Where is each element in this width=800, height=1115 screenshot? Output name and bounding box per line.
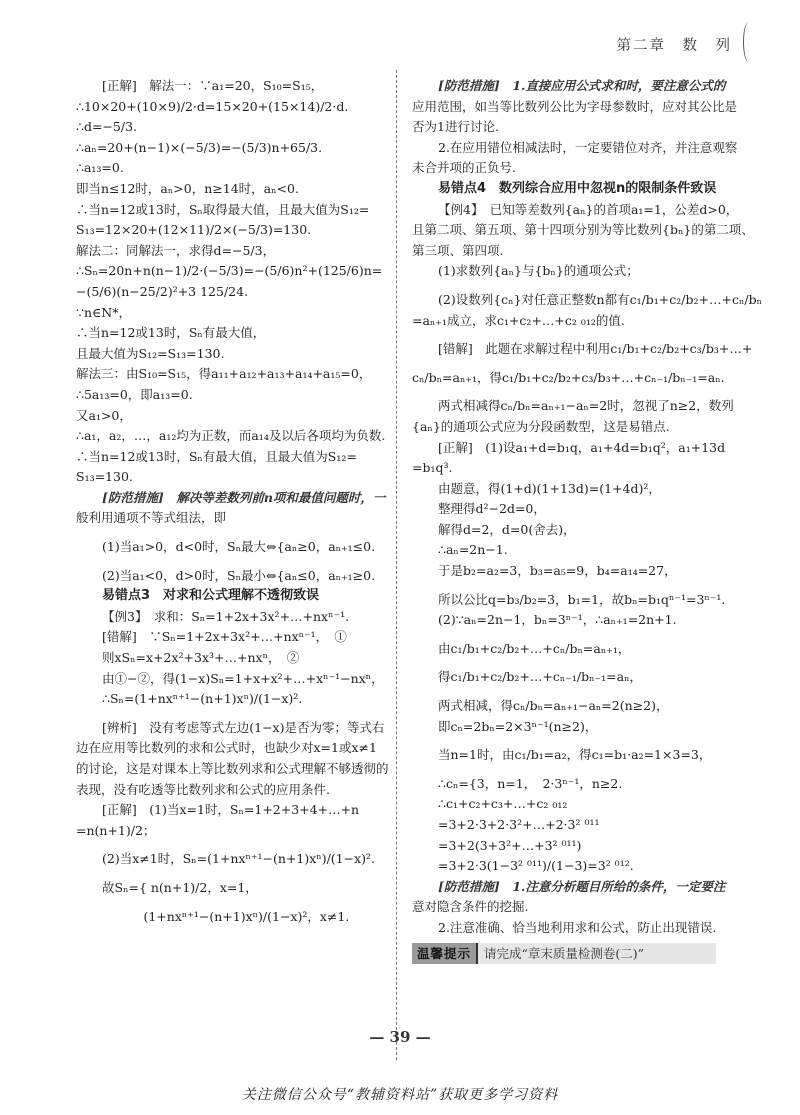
- text-line: ∵n∈N*，: [76, 304, 131, 320]
- text-line: =3+2·3(1−3² ⁰¹¹)/(1−3)=3² ⁰¹².: [438, 858, 634, 874]
- text-line: 即cₙ=2bₙ=2×3ⁿ⁻¹(n≥2)，: [438, 718, 598, 734]
- text-line: ∴d=−5/3.: [76, 119, 137, 135]
- text-line: =3+2(3+3²+…+3² ⁰¹¹): [438, 837, 582, 853]
- wrong-solution: [错解] 此题在求解过程中利用c₁/b₁+c₂/b₂+c₃/b₃+…+: [438, 341, 753, 357]
- chapter-bracket-decoration: [743, 22, 754, 62]
- text-line: ∴Sₙ=20n+n(n−1)/2·(−5/3)=−(5/6)n²+(125/6)n=: [76, 263, 383, 279]
- text-line: (2)设数列{cₙ}对任意正整数n都有c₁/b₁+c₂/b₂+…+cₙ/bₙ: [438, 291, 762, 307]
- text-line: 边在应用等比数列的求和公式时，也缺少对x=1或x≠1: [76, 740, 377, 756]
- text-line: =n(n+1)/2；: [76, 822, 156, 838]
- text-line: 解法二：同解法一，求得d=−5/3，: [76, 242, 276, 258]
- text-line: (1+nxⁿ⁺¹−(n+1)xⁿ)/(1−x)²，x≠1.: [102, 908, 350, 924]
- text-line: 由c₁/b₁+c₂/b₂+…+cₙ/bₙ=aₙ₊₁，: [438, 640, 631, 656]
- text-line: ∴cₙ={3，n=1， 2·3ⁿ⁻¹，n≥2.: [438, 775, 623, 791]
- text-line: =b₁q³.: [412, 460, 453, 476]
- text-line: 于是b₂=a₂=3，b₃=a₅=9，b₄=a₁₄=27，: [438, 563, 677, 579]
- text-line: {aₙ}的通项公式应为分段函数型，这是易错点.: [412, 418, 670, 434]
- text-line: 否为1进行讨论.: [412, 119, 499, 135]
- section-heading-error-3: 易错点3 对求和公式理解不透彻致误: [102, 588, 320, 604]
- text-line: 第三项、第四项.: [412, 242, 504, 258]
- text-line: =3+2·3+2·3²+…+2·3² ⁰¹¹: [438, 817, 600, 832]
- text-line: =aₙ₊₁成立，求c₁+c₂+…+c₂ ₀₁₂的值.: [412, 312, 625, 328]
- text-line: S₁₃=130.: [76, 469, 133, 485]
- text-line: ∴10×20+(10×9)/2·d=15×20+(15×14)/2·d.: [76, 98, 349, 114]
- text-line: [错解] ∵Sₙ=1+2x+3x²+…+nxⁿ⁻¹， ①: [102, 629, 347, 645]
- text-line: ∴aₙ=20+(n−1)×(−5/3)=−(5/3)n+65/3.: [76, 139, 323, 155]
- text-line: 应用范围，如当等比数列公比为字母参数时，应对其公比是: [412, 98, 738, 114]
- example-4: 【例4】 已知等差数列{aₙ}的首项a₁=1，公差d>0，: [438, 201, 739, 217]
- text-line: S₁₃=12×20+(12×11)/2×(−5/3)=130.: [76, 222, 312, 238]
- section-heading-error-4: 易错点4 数列综合应用中忽视n的限制条件致误: [438, 180, 717, 196]
- text-line: 故Sₙ={ n(n+1)/2，x=1，: [102, 879, 258, 895]
- text-line: ∴当n=12或13时，Sₙ取得最大值，且最大值为S₁₂=: [76, 201, 370, 217]
- prevention-measures: [防范措施] 1.直接应用公式求和时，要注意公式的: [438, 78, 726, 93]
- text-line: ∴Sₙ=(1+nxⁿ⁺¹−(n+1)xⁿ)/(1−x)².: [102, 691, 303, 707]
- text-line: 2.在应用错位相减法时，一定要错位对齐，并注意观察: [438, 139, 738, 155]
- correct-solution: [正解] (1)当x=1时，Sₙ=1+2+3+4+…+n: [102, 802, 360, 818]
- text-line: 且最大值为S₁₂=S₁₃=130.: [76, 345, 225, 361]
- prevention-measures: [防范措施] 1.注意分析题目所给的条件，一定要注: [438, 878, 726, 894]
- text-line: 整理得d²−2d=0，: [438, 501, 546, 517]
- text-line: ∴c₁+c₂+c₃+…+c₂ ₀₁₂: [438, 796, 568, 812]
- right-column: [412, 76, 762, 964]
- text-line: [正解] 解法一：∵a₁=20，S₁₀=S₁₅，: [102, 78, 324, 93]
- text-line: ∴a₁₃=0.: [76, 160, 124, 176]
- text-line: 由题意，得(1+d)(1+13d)=(1+4d)²，: [438, 480, 661, 496]
- footer-note: 关注微信公众号“教辅资料站”获取更多学习资料: [241, 1087, 559, 1103]
- text-line: ∴当n=12或13时，Sₙ有最大值，且最大值为S₁₂=: [76, 448, 357, 464]
- text-line: cₙ/bₙ=aₙ₊₁，得c₁/b₁+c₂/b₂+c₃/b₃+…+cₙ₋₁/bₙ₋₁=aₙ.: [412, 369, 725, 385]
- text-line: ∴a₁，a₂，…，a₁₂均为正数，而a₁₄及以后各项均为负数.: [76, 428, 386, 444]
- text-line: 又a₁>0，: [76, 407, 132, 423]
- text-line: 当n=1时，由c₁/b₁=a₂，得c₁=b₁·a₂=1×3=3，: [438, 747, 712, 763]
- text-line: −(5/6)(n−25/2)²+3 125/24.: [76, 283, 249, 299]
- left-column: [76, 76, 389, 927]
- text-line: (2)当a₁<0，d>0时，Sₙ最小⇔{aₙ≤0，aₙ₊₁≥0.: [102, 567, 376, 583]
- prevention-measures: [防范措施] 解决等差数列前n项和最值问题时，一: [102, 489, 386, 505]
- text-line: (1)求数列{aₙ}与{bₙ}的通项公式；: [438, 263, 639, 279]
- text-line: ∴aₙ=2n−1.: [438, 542, 508, 558]
- text-line: 所以公比q=b₃/b₂=3，b₁=1，故bₙ=b₁qⁿ⁻¹=3ⁿ⁻¹.: [438, 591, 726, 607]
- correct-solution: [正解] (1)设a₁+d=b₁q，a₁+4d=b₁q²，a₁+13d: [438, 439, 726, 455]
- chapter-title: 第二章 数 列: [616, 38, 732, 54]
- tip-label: 温馨提示: [412, 943, 478, 964]
- text-line: 两式相减，得cₙ/bₙ=aₙ₊₁−aₙ=2(n≥2)，: [438, 698, 669, 714]
- text-line: 由①−②，得(1−x)Sₙ=1+x+x²+…+xⁿ⁻¹−nxⁿ，: [102, 670, 384, 686]
- example-3: 【例3】 求和：Sₙ=1+2x+3x²+…+nxⁿ⁻¹.: [102, 608, 350, 624]
- text-line: 解法三：由S₁₀=S₁₅，得a₁₁+a₁₂+a₁₃+a₁₄+a₁₅=0，: [76, 366, 372, 382]
- text-line: 且第二项、第五项、第十四项分别为等比数列{bₙ}的第二项、: [412, 222, 754, 238]
- text-line: 解得d=2，d=0(舍去)，: [438, 521, 576, 537]
- text-line: (2)∵aₙ=2n−1，bₙ=3ⁿ⁻¹，∴aₙ₊₁=2n+1.: [438, 612, 677, 628]
- text-line: 意对隐含条件的挖掘.: [412, 899, 529, 915]
- tip-banner: [412, 943, 716, 964]
- text-line: 表现，没有吃透等比数列求和公式的应用条件.: [76, 781, 330, 797]
- text-line: ∴5a₁₃=0，即a₁₃=0.: [76, 386, 193, 402]
- tip-text: 请完成“章末质量检测卷(二)”: [478, 943, 716, 964]
- text-line: 两式相减得cₙ/bₙ=aₙ₊₁−aₙ=2时，忽视了n≥2，数列: [438, 398, 734, 414]
- analysis: [辨析] 没有考虑等式左边(1−x)是否为零；等式右: [102, 719, 385, 735]
- text-line: 的讨论，这是对课本上等比数列求和公式理解不够透彻的: [76, 761, 389, 776]
- page-number: — 39 —: [369, 1028, 431, 1046]
- text-line: 得c₁/b₁+c₂/b₂+…+cₙ₋₁/bₙ₋₁=aₙ，: [438, 669, 642, 685]
- column-divider: [396, 70, 397, 1060]
- text-line: 般利用通项不等式组法，即: [76, 510, 227, 526]
- text-line: (1)当a₁>0，d<0时，Sₙ最大⇔{aₙ≥0，aₙ₊₁≤0.: [102, 539, 376, 555]
- chapter-header: [617, 34, 733, 55]
- text-line: 未合并项的正负号.: [412, 160, 516, 176]
- text-line: 则xSₙ=x+2x²+3x³+…+nxⁿ， ②: [102, 650, 300, 666]
- text-line: (2)当x≠1时，Sₙ=(1+nxⁿ⁺¹−(n+1)xⁿ)/(1−x)².: [102, 851, 376, 867]
- text-line: 即当n≤12时，aₙ>0，n≥14时，aₙ<0.: [76, 180, 299, 196]
- text-line: ∴当n=12或13时，Sₙ有最大值，: [76, 325, 266, 341]
- text-line: 2.注意准确、恰当地利用求和公式，防止出现错误.: [438, 919, 717, 935]
